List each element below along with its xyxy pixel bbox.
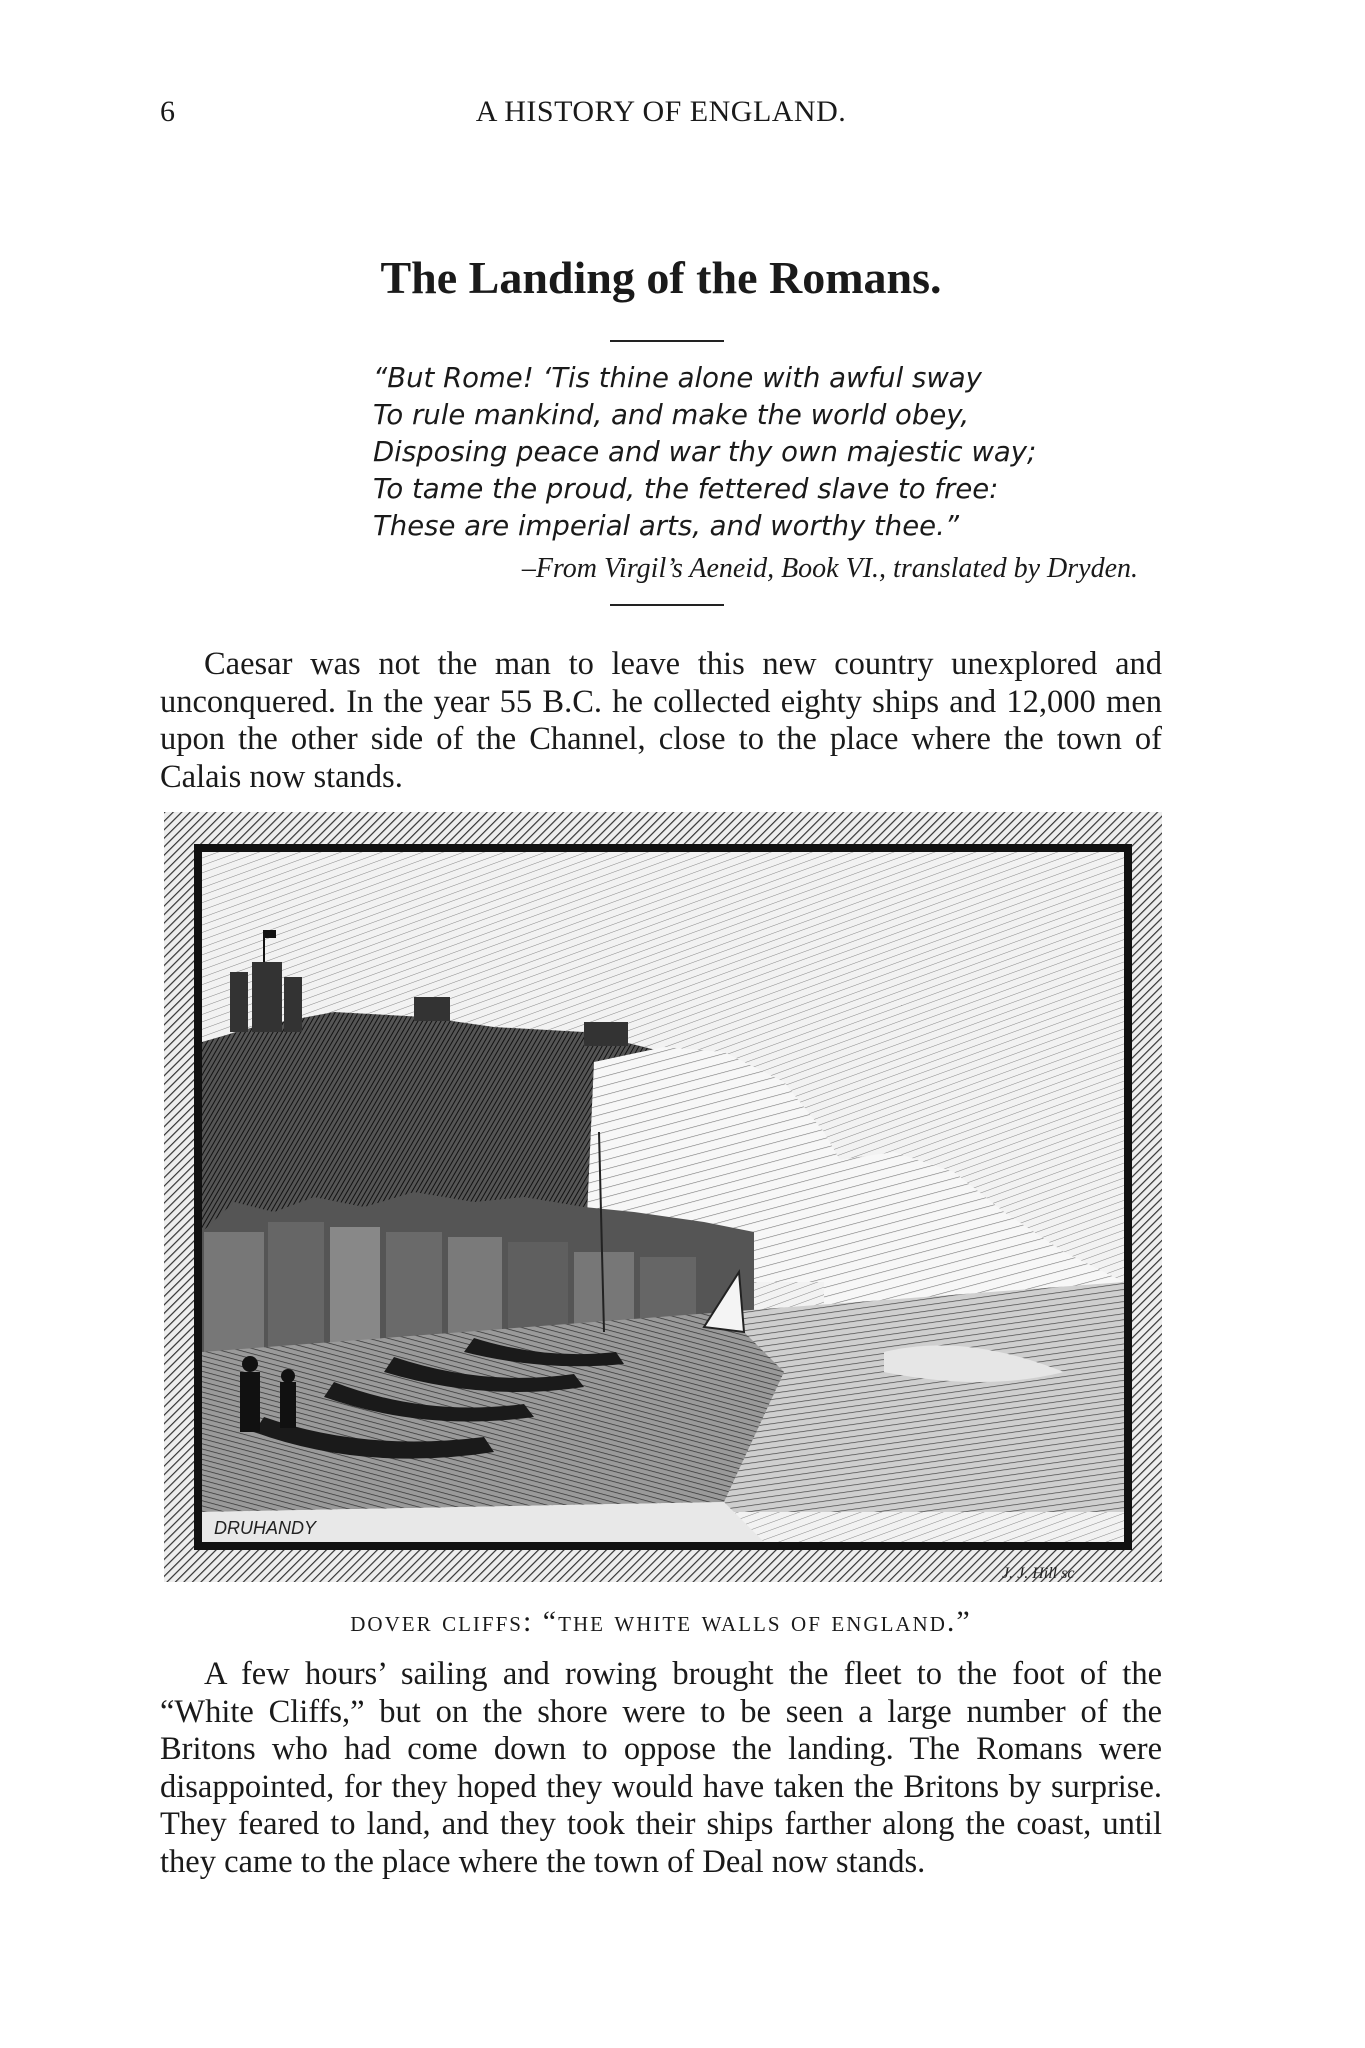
poem-line: These are imperial arts, and worthy thee.” xyxy=(373,510,960,542)
poem-line: Disposing peace and war thy own majestic way; xyxy=(373,436,1037,468)
page-number: 6 xyxy=(160,95,175,128)
engraving-signature-left: DRUHANDY xyxy=(214,1518,317,1538)
epigraph-attribution: –From Virgil’s Aeneid, Book VI., translated by Dryden. xyxy=(521,553,1138,584)
figure-caption: dover cliffs: “the white walls of england.” xyxy=(350,1605,972,1638)
poem-line: “But Rome! ‘Tis thine alone with awful sway xyxy=(373,362,982,394)
bottom-divider-rule xyxy=(610,604,724,606)
book-title: A HISTORY OF ENGLAND. xyxy=(475,95,847,128)
dover-cliffs-engraving xyxy=(164,812,1162,1582)
running-head xyxy=(160,92,1162,132)
epigraph-poem xyxy=(373,360,1153,545)
poem-line: To tame the proud, the fettered slave to free: xyxy=(373,473,999,505)
body-paragraph: Caesar was not the man to leave this new country unexplored and unconquered. In the year 55 B.C. he collected eighty ships and 12,000 men upon the other side of the Channel, close to the place where the town of Calais now stands. xyxy=(160,646,1162,795)
body-paragraph: A few hours’ sailing and rowing brought the fleet to the foot of the “White Cliffs,” but on the shore were to be seen a large number of the Britons who had come down to oppose the landing. The Romans were disappointed, for they hoped they would have taken the Britons by surprise. They feared to land, and they took their ships farther along the coast, until they came to the place where the town of Deal now stands. xyxy=(160,1656,1162,1880)
poem-line: To rule mankind, and make the world obey, xyxy=(373,399,970,431)
top-divider-rule xyxy=(610,340,724,342)
engraving-signature-right: J. J. Hill sc xyxy=(1002,1565,1075,1582)
chapter-title: The Landing of the Romans. xyxy=(380,252,942,303)
